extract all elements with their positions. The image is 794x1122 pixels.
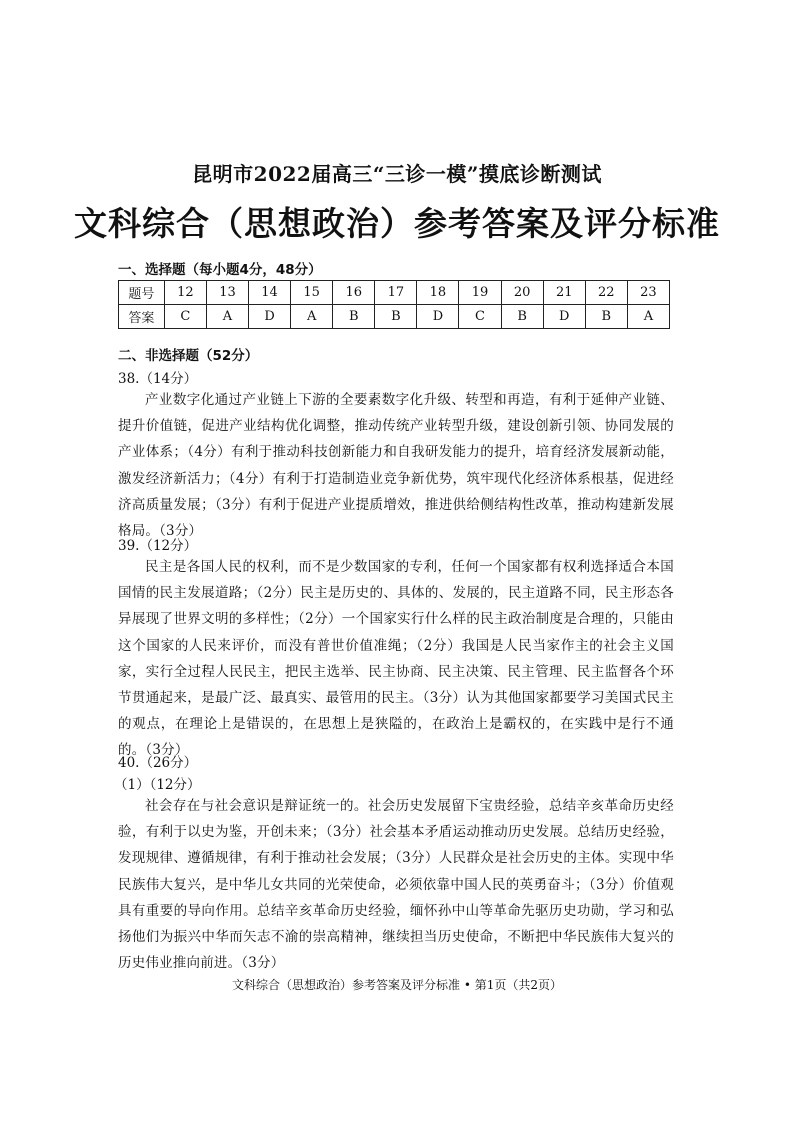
answer-cell: B (375, 305, 417, 329)
question-number: 17 (375, 281, 417, 305)
question-number: 14 (249, 281, 291, 305)
question-number: 18 (417, 281, 459, 305)
answer-cell: D (249, 305, 291, 329)
answer-cell: A (206, 305, 248, 329)
answer-table (118, 280, 670, 329)
q38-answer: 产业数字化通过产业链上下游的全要素数字化升级、转型和再造，有利于延伸产业链、提升价值链，促进产业结构优化调整，推动传统产业转型升级，建设创新引领、协同发展的产业体系；（4分）有利于推动科技创新能力和自我研发能力的提升，培育经济发展新动能，激发经济新活力；（4分）有利于打造制造业竞争新优势，筑牢现代化经济体系根基，促进经济高质量发展；（3分）有利于促进产业提质增效，推进供给侧结构性改革，推动构建新发展格局。（3分） (118, 392, 674, 540)
answer-cell: D (417, 305, 459, 329)
exam-title: 昆明市2022届高三“三诊一模”摸底诊断测试 (192, 162, 602, 186)
answer-cell: B (585, 305, 627, 329)
question-number: 13 (206, 281, 248, 305)
q39-answer: 民主是各国人民的权利，而不是少数国家的专利，任何一个国家都有权利选择适合本国国情的民主发展道路；（2分）民主是历史的、具体的、发展的，民主道路不同，民主形态各异展现了世界文明的多样性；（2分）一个国家实行什么样的民主政治制度是合理的，只能由这个国家的人民来评价，而没有普世价值准绳；（2分）我国是人民当家作主的社会主义国家，实行全过程人民民主，把民主选举、民主协商、民主决策、民主管理、民主监督各个环节贯通起来，是最广泛、最真实、最管用的民主。（3分）认为其他国家都要学习美国式民主的观点，在理论上是错误的，在思想上是狭隘的，在政治上是霸权的，在实践中是行不通的。（3分） (118, 559, 674, 759)
page-footer: 文科综合（思想政治）参考答案及评分标准 • 第1页（共2页） (232, 978, 562, 992)
answer-cell: D (543, 305, 585, 329)
part1-heading: 一、选择题（每小题4分，48分） (118, 262, 322, 278)
question-number: 23 (627, 281, 669, 305)
answer-cell: A (291, 305, 333, 329)
question-number: 16 (333, 281, 375, 305)
question-number: 20 (501, 281, 543, 305)
answer-cell: C (459, 305, 501, 329)
table-row-numbers (119, 281, 670, 305)
question-number: 15 (291, 281, 333, 305)
q40-sub1-label: （1）（12分） (114, 777, 201, 793)
question-number: 22 (585, 281, 627, 305)
row-label-number: 题号 (119, 281, 165, 305)
question-number: 21 (543, 281, 585, 305)
answer-cell: C (164, 305, 206, 329)
question-number: 19 (459, 281, 501, 305)
q40-label: 40.（26分） (118, 755, 198, 771)
part2-heading: 二、非选择题（52分） (118, 348, 259, 364)
answer-cell: A (627, 305, 669, 329)
question-number: 12 (164, 281, 206, 305)
table-row-answers (119, 305, 670, 329)
document-subtitle: 文科综合（思想政治）参考答案及评分标准 (74, 204, 720, 243)
answer-cell: B (501, 305, 543, 329)
q40-sub1-answer: 社会存在与社会意识是辩证统一的。社会历史发展留下宝贵经验，总结辛亥革命历史经验，有利于以史为鉴，开创未来；（3分）社会基本矛盾运动推动历史发展。总结历史经验，发现规律、遵循规律，有利于推动社会发展；（3分）人民群众是社会历史的主体。实现中华民族伟大复兴，是中华儿女共同的光荣使命，必须依靠中国人民的英勇奋斗；（3分）价值观具有重要的导向作用。总结辛亥革命历史经验，缅怀孙中山等革命先驱历史功勋，学习和弘扬他们为振兴中华而矢志不渝的崇高精神，继续担当历史使命，不断把中华民族伟大复兴的历史伟业推向前进。（3分） (118, 798, 674, 972)
q39-label: 39.（12分） (118, 538, 198, 554)
q38-label: 38.（14分） (118, 371, 198, 387)
row-label-answer: 答案 (119, 305, 165, 329)
answer-cell: B (333, 305, 375, 329)
